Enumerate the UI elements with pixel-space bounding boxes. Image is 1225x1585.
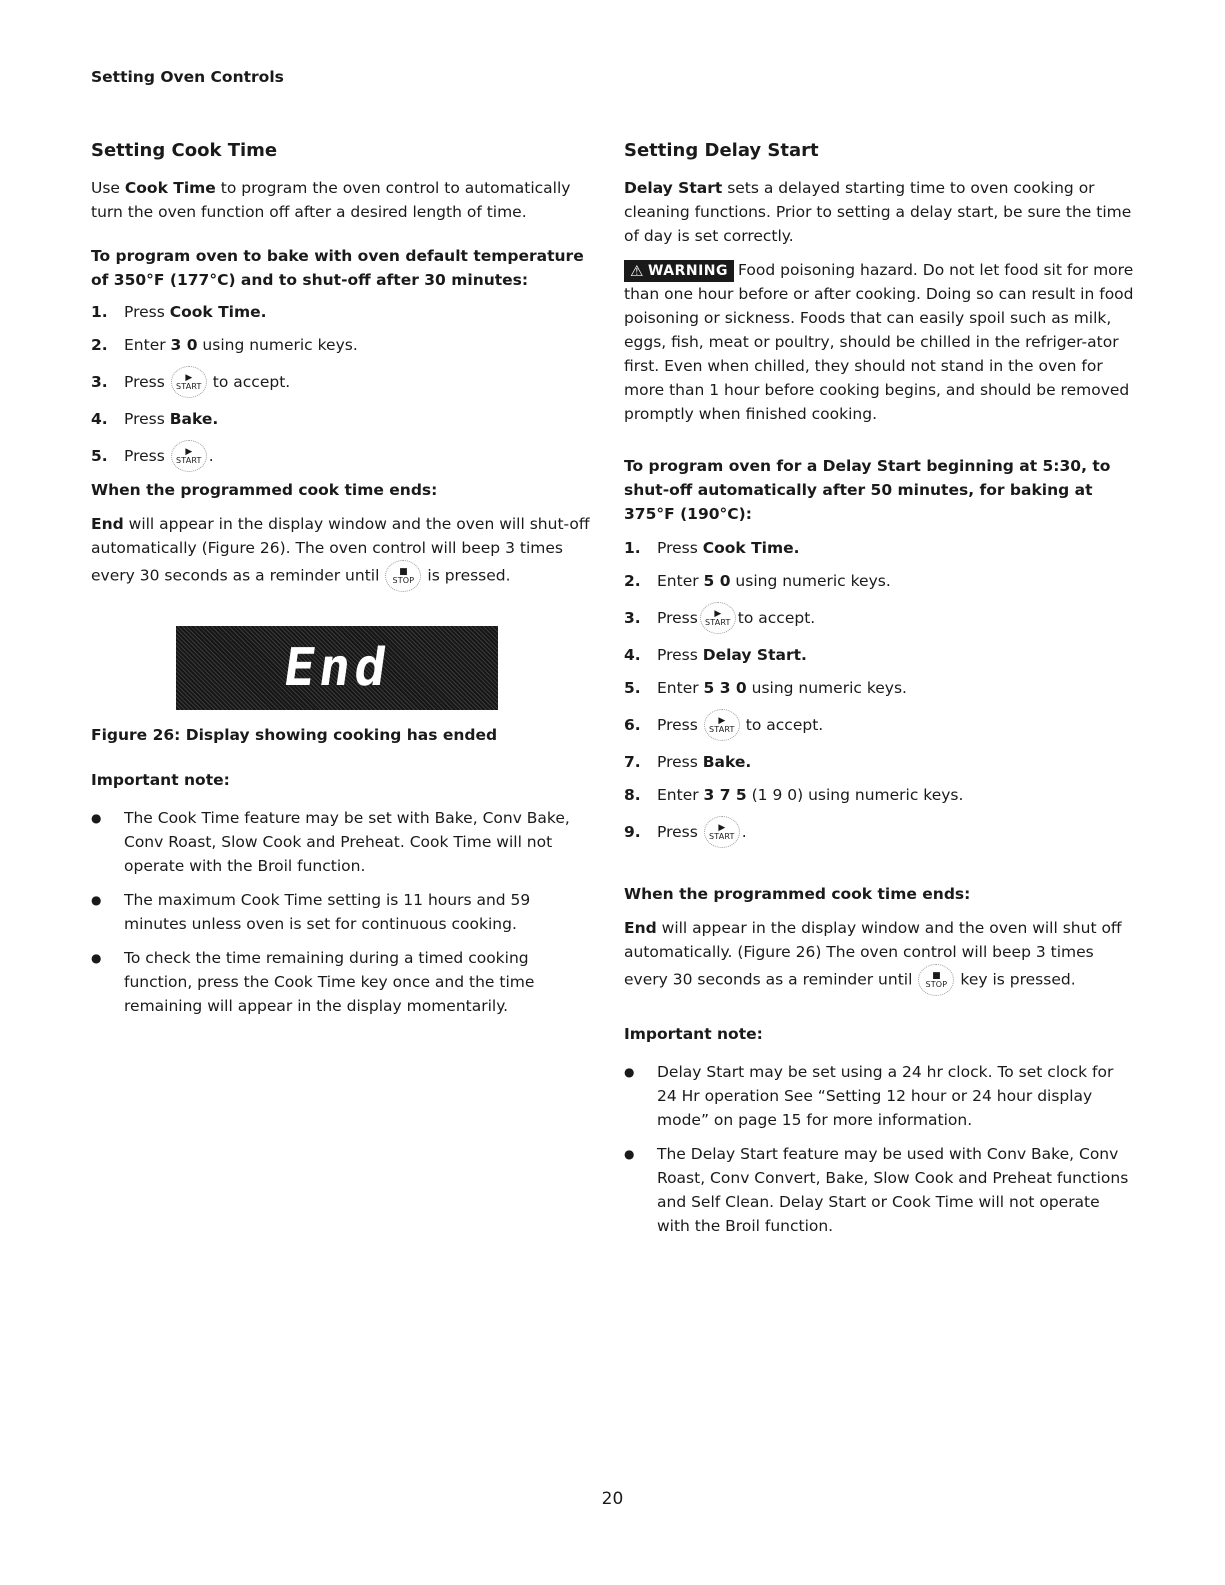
cook-time-notes-block — [91, 723, 596, 1028]
step-item: 3. Press ▶ START to accept. — [91, 366, 596, 398]
start-key-icon: ▶ START — [171, 440, 207, 472]
note-item: ● The Delay Start feature may be used with Conv Bake, Conv Roast, Conv Convert, Bake, Slow Cook and Preheat functions and Self Clean. Delay Start or Cook Time will not operate with the Broil function. — [624, 1142, 1134, 1238]
delay-start-ends-text: End will appear in the display window and the oven will shut off automatically. (Figure 26) The oven control will beep 3 times every 30 seconds as a reminder until ■ STOP key is pressed. — [624, 916, 1134, 996]
page-number: 20 — [601, 1489, 624, 1509]
step-item: 8. Enter 3 7 5 (1 9 0) using numeric keys. — [624, 786, 964, 804]
step-item: 2. Enter 3 0 using numeric keys. — [91, 336, 358, 354]
delay-start-column — [624, 138, 1134, 1248]
cook-time-notes — [91, 806, 596, 1018]
start-key-icon: ▶ START — [704, 709, 740, 741]
cook-time-ends-text: End will appear in the display window and the oven will shut-off automatically (Figure 26). The oven control will beep 3 times every 30 seconds as a reminder until ■ STOP is pressed. — [91, 512, 596, 592]
warning-paragraph: ⚠ WARNING Food poisoning hazard. Do not let food sit for more than one hour before or after cooking. Doing so can result in food poisoning or sickness. Foods that can easily spoil such as milk, eggs, fish, meat or poultry, should be chilled in the refriger-ator first. Even when chilled, they should not stand in the oven for more than 1 hour before cooking begins, and should be removed promptly when finished cooking. — [624, 258, 1134, 426]
stop-key-icon: ■ STOP — [918, 964, 954, 996]
note-item: ● Delay Start may be set using a 24 hr clock. To set clock for 24 Hr operation See “Setting 12 hour or 24 hour display mode” on page 15 for more information. — [624, 1060, 1134, 1132]
end-display-figure — [176, 626, 498, 710]
step-item: 9. Press ▶ START . — [624, 816, 1134, 848]
stop-key-icon: ■ STOP — [385, 560, 421, 592]
start-key-icon: ▶ START — [704, 816, 740, 848]
display-readout: End — [279, 638, 395, 698]
step-item: 1. Press Cook Time. — [91, 303, 267, 321]
warning-icon: ⚠ — [630, 261, 644, 280]
delay-start-title: Setting Delay Start — [624, 140, 819, 161]
step-item: 4. Press Delay Start. — [624, 646, 807, 664]
note-item: ● The Cook Time feature may be set with Bake, Conv Bake, Conv Roast, Slow Cook and Preheat. Cook Time will not operate with the Broil function. — [91, 806, 596, 878]
cook-time-steps — [91, 300, 596, 472]
start-key-icon: ▶ START — [700, 602, 736, 634]
cook-time-title: Setting Cook Time — [91, 140, 278, 161]
warning-badge: ⚠ WARNING — [624, 260, 734, 282]
step-item: 7. Press Bake. — [624, 753, 752, 771]
cook-time-important-heading: Important note: — [91, 771, 230, 789]
step-item: 2. Enter 5 0 using numeric keys. — [624, 572, 891, 590]
bullet-icon: ● — [624, 1147, 635, 1161]
bullet-icon: ● — [91, 893, 102, 907]
step-item: 6. Press ▶ START to accept. — [624, 709, 1134, 741]
step-item: 1. Press Cook Time. — [624, 539, 800, 557]
figure-caption: Figure 26: Display showing cooking has ended — [91, 726, 498, 744]
start-key-icon: ▶ START — [171, 366, 207, 398]
note-item: ● The maximum Cook Time setting is 11 hours and 59 minutes unless oven is set for continuous cooking. — [91, 888, 596, 936]
delay-start-program-heading: To program oven for a Delay Start beginning at 5:30, to shut-off automatically after 50 minutes, for baking at 375°F (190°C): — [624, 457, 1111, 523]
step-item: 5. Press ▶ START . — [91, 440, 596, 472]
delay-start-intro: Delay Start sets a delayed starting time to oven cooking or cleaning functions. Prior to setting a delay start, be sure the time of day is set correctly. — [624, 179, 1132, 245]
delay-start-notes — [624, 1060, 1134, 1238]
bullet-icon: ● — [624, 1065, 635, 1079]
delay-start-important-heading: Important note: — [624, 1025, 763, 1043]
section-header: Setting Oven Controls — [91, 68, 284, 86]
note-item: ● To check the time remaining during a timed cooking function, press the Cook Time key once and the time remaining will appear in the display momentarily. — [91, 946, 596, 1018]
cook-time-program-heading: To program oven to bake with oven default temperature of 350°F (177°C) and to shut-off after 30 minutes: — [91, 247, 584, 289]
cook-time-intro: Use Cook Time to program the oven control to automatically turn the oven function off after a desired length of time. — [91, 179, 571, 221]
delay-start-ends-heading: When the programmed cook time ends: — [624, 885, 971, 903]
bullet-icon: ● — [91, 811, 102, 825]
step-item: 4. Press Bake. — [91, 410, 219, 428]
cook-time-column — [91, 138, 596, 592]
cook-time-ends-heading: When the programmed cook time ends: — [91, 481, 438, 499]
step-item: 5. Enter 5 3 0 using numeric keys. — [624, 679, 907, 697]
bullet-icon: ● — [91, 951, 102, 965]
step-item: 3. Press ▶ START to accept. — [624, 602, 1134, 634]
delay-start-steps — [624, 536, 1134, 848]
